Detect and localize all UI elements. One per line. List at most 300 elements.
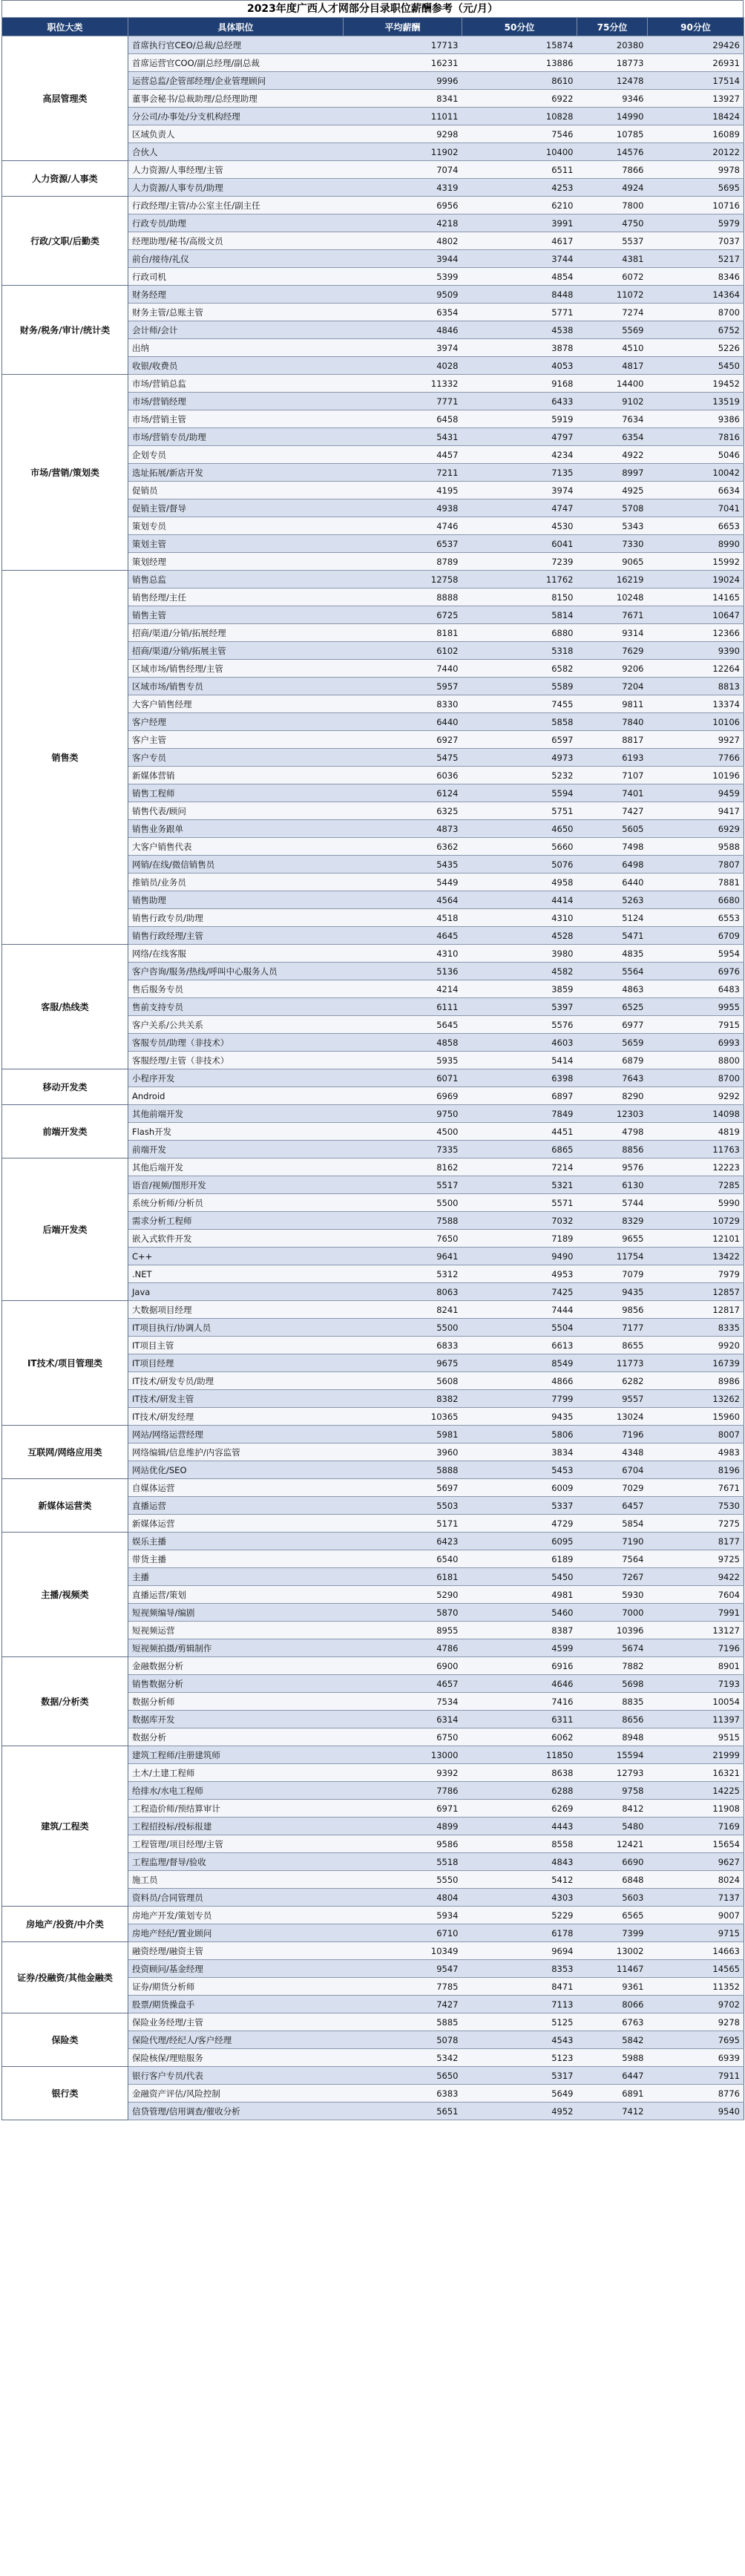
p75-cell: 8948 (577, 1728, 648, 1746)
p75-cell: 5930 (577, 1586, 648, 1604)
p75-cell: 6130 (577, 1176, 648, 1194)
p90-cell: 15654 (648, 1835, 744, 1853)
p90-cell: 14364 (648, 286, 744, 304)
p75-cell: 7671 (577, 606, 648, 624)
p50-cell: 5397 (462, 998, 577, 1016)
p50-cell: 6597 (462, 731, 577, 749)
p90-cell: 9920 (648, 1337, 744, 1354)
p75-cell: 7267 (577, 1568, 648, 1586)
average-salary-cell: 5290 (344, 1586, 462, 1604)
p90-cell: 14165 (648, 589, 744, 606)
p75-cell: 5537 (577, 232, 648, 250)
p75-cell: 5698 (577, 1675, 648, 1693)
category-cell: 新媒体运营类 (2, 1479, 128, 1533)
p90-cell: 18424 (648, 108, 744, 125)
position-cell: IT技术/研发主管 (128, 1390, 344, 1408)
position-cell: 土木/土建工程师 (128, 1764, 344, 1782)
average-salary-cell: 4319 (344, 179, 462, 197)
p75-cell: 11072 (577, 286, 648, 304)
p90-cell: 8700 (648, 1069, 744, 1087)
position-cell: 客服经理/主管（非技术） (128, 1052, 344, 1069)
p75-cell: 9206 (577, 660, 648, 678)
average-salary-cell: 6750 (344, 1728, 462, 1746)
category-cell: 移动开发类 (2, 1069, 128, 1105)
p90-cell: 9627 (648, 1853, 744, 1871)
p50-cell: 6288 (462, 1782, 577, 1800)
average-salary-cell: 5431 (344, 428, 462, 446)
position-cell: 金融资产评估/风险控制 (128, 2085, 344, 2103)
p90-cell: 5226 (648, 339, 744, 357)
p90-cell: 7285 (648, 1176, 744, 1194)
p90-cell: 6680 (648, 891, 744, 909)
p90-cell: 14225 (648, 1782, 744, 1800)
p90-cell: 6929 (648, 820, 744, 838)
average-salary-cell: 9586 (344, 1835, 462, 1853)
average-salary-cell: 17713 (344, 36, 462, 54)
p90-cell: 7915 (648, 1016, 744, 1034)
p50-cell: 7455 (462, 695, 577, 713)
p90-cell: 8024 (648, 1871, 744, 1889)
average-salary-cell: 8063 (344, 1283, 462, 1301)
p90-cell: 4819 (648, 1123, 744, 1141)
p90-cell: 16739 (648, 1354, 744, 1372)
p50-cell: 9168 (462, 375, 577, 393)
average-salary-cell: 4500 (344, 1123, 462, 1141)
average-salary-cell: 4746 (344, 517, 462, 535)
p50-cell: 7444 (462, 1301, 577, 1319)
p50-cell: 4953 (462, 1265, 577, 1283)
p75-cell: 5842 (577, 2031, 648, 2049)
p75-cell: 6193 (577, 749, 648, 767)
p75-cell: 5564 (577, 963, 648, 980)
p90-cell: 14565 (648, 1960, 744, 1978)
table-row (2, 36, 744, 54)
p75-cell: 7190 (577, 1533, 648, 1550)
p75-cell: 5480 (577, 1818, 648, 1835)
average-salary-cell: 11332 (344, 375, 462, 393)
p90-cell: 4983 (648, 1443, 744, 1461)
p50-cell: 13886 (462, 54, 577, 72)
p75-cell: 7204 (577, 678, 648, 695)
position-cell: 新媒体营销 (128, 767, 344, 784)
average-salary-cell: 10365 (344, 1408, 462, 1426)
position-cell: 销售工程师 (128, 784, 344, 802)
p50-cell: 7239 (462, 553, 577, 571)
p75-cell: 7840 (577, 713, 648, 731)
table-row (2, 945, 744, 963)
p50-cell: 3878 (462, 339, 577, 357)
average-salary-cell: 6900 (344, 1657, 462, 1675)
p75-cell: 7634 (577, 410, 648, 428)
p50-cell: 9490 (462, 1248, 577, 1265)
position-cell: 销售助理 (128, 891, 344, 909)
p90-cell: 9515 (648, 1728, 744, 1746)
p50-cell: 9694 (462, 1942, 577, 1960)
position-cell: 财务经理 (128, 286, 344, 304)
p90-cell: 15992 (648, 553, 744, 571)
p75-cell: 13002 (577, 1942, 648, 1960)
p90-cell: 10647 (648, 606, 744, 624)
p50-cell: 4981 (462, 1586, 577, 1604)
table-row (2, 1942, 744, 1960)
average-salary-cell: 6111 (344, 998, 462, 1016)
average-salary-cell: 4195 (344, 482, 462, 499)
average-salary-cell: 5503 (344, 1497, 462, 1515)
p75-cell: 5124 (577, 909, 648, 927)
p90-cell: 7911 (648, 2067, 744, 2085)
p75-cell: 7412 (577, 2103, 648, 2120)
position-cell: 投资顾问/基金经理 (128, 1960, 344, 1978)
position-cell: 网销/在线/微信销售员 (128, 856, 344, 874)
p90-cell: 7169 (648, 1818, 744, 1835)
p90-cell: 7530 (648, 1497, 744, 1515)
p90-cell: 7979 (648, 1265, 744, 1283)
average-salary-cell: 5888 (344, 1461, 462, 1479)
p75-cell: 4798 (577, 1123, 648, 1141)
position-cell: 工程管理/项目经理/主管 (128, 1835, 344, 1853)
p50-cell: 5919 (462, 410, 577, 428)
p90-cell: 16321 (648, 1764, 744, 1782)
p90-cell: 6483 (648, 980, 744, 998)
p90-cell: 19024 (648, 571, 744, 589)
p50-cell: 15874 (462, 36, 577, 54)
p75-cell: 8656 (577, 1711, 648, 1728)
p50-cell: 5504 (462, 1319, 577, 1337)
average-salary-cell: 3944 (344, 250, 462, 268)
p50-cell: 4053 (462, 357, 577, 375)
average-salary-cell: 7771 (344, 393, 462, 410)
average-salary-cell: 6971 (344, 1800, 462, 1818)
p90-cell: 14098 (648, 1105, 744, 1123)
p50-cell: 10400 (462, 143, 577, 161)
p50-cell: 5229 (462, 1907, 577, 1924)
p90-cell: 8177 (648, 1533, 744, 1550)
p90-cell: 14663 (648, 1942, 744, 1960)
category-cell: 互联网/网络应用类 (2, 1426, 128, 1479)
p50-cell: 4303 (462, 1889, 577, 1907)
p75-cell: 11773 (577, 1354, 648, 1372)
average-salary-cell: 8330 (344, 695, 462, 713)
p75-cell: 7564 (577, 1550, 648, 1568)
p50-cell: 9435 (462, 1408, 577, 1426)
average-salary-cell: 4899 (344, 1818, 462, 1835)
p90-cell: 9417 (648, 802, 744, 820)
category-cell: 高层管理类 (2, 36, 128, 161)
position-cell: 人力资源/人事经理/主管 (128, 161, 344, 179)
p75-cell: 14990 (577, 108, 648, 125)
p50-cell: 5450 (462, 1568, 577, 1586)
p90-cell: 9292 (648, 1087, 744, 1105)
p90-cell: 6653 (648, 517, 744, 535)
p75-cell: 8655 (577, 1337, 648, 1354)
p90-cell: 11763 (648, 1141, 744, 1158)
p90-cell: 26931 (648, 54, 744, 72)
p75-cell: 4510 (577, 339, 648, 357)
p75-cell: 13024 (577, 1408, 648, 1426)
position-cell: 市场/营销经理 (128, 393, 344, 410)
p90-cell: 10716 (648, 197, 744, 214)
p50-cell: 6916 (462, 1657, 577, 1675)
position-cell: 网站/网络运营经理 (128, 1426, 344, 1443)
p75-cell: 7882 (577, 1657, 648, 1675)
p50-cell: 4973 (462, 749, 577, 767)
p90-cell: 9588 (648, 838, 744, 856)
p50-cell: 4843 (462, 1853, 577, 1871)
p50-cell: 5125 (462, 2013, 577, 2031)
p50-cell: 4854 (462, 268, 577, 286)
p75-cell: 4835 (577, 945, 648, 963)
p50-cell: 5660 (462, 838, 577, 856)
p90-cell: 9422 (648, 1568, 744, 1586)
p75-cell: 7866 (577, 161, 648, 179)
p50-cell: 7113 (462, 1996, 577, 2013)
position-cell: 新媒体运营 (128, 1515, 344, 1533)
column-header-p90: 90分位 (648, 18, 744, 36)
p75-cell: 4924 (577, 179, 648, 197)
average-salary-cell: 6725 (344, 606, 462, 624)
p90-cell: 6993 (648, 1034, 744, 1052)
category-cell: 市场/营销/策划类 (2, 375, 128, 571)
p75-cell: 9102 (577, 393, 648, 410)
position-cell: 行政司机 (128, 268, 344, 286)
position-cell: IT技术/研发经理 (128, 1408, 344, 1426)
p50-cell: 3974 (462, 482, 577, 499)
p90-cell: 10196 (648, 767, 744, 784)
p75-cell: 9314 (577, 624, 648, 642)
p50-cell: 4866 (462, 1372, 577, 1390)
position-cell: 房地产开发/策划专员 (128, 1907, 344, 1924)
position-cell: 工程招投标/投标报建 (128, 1818, 344, 1835)
p75-cell: 5343 (577, 517, 648, 535)
average-salary-cell: 5885 (344, 2013, 462, 2031)
p50-cell: 5321 (462, 1176, 577, 1194)
category-cell: 房地产/投资/中介类 (2, 1907, 128, 1942)
position-cell: 销售行政专员/助理 (128, 909, 344, 927)
p50-cell: 3980 (462, 945, 577, 963)
category-cell: 销售类 (2, 571, 128, 945)
average-salary-cell: 5645 (344, 1016, 462, 1034)
p75-cell: 8290 (577, 1087, 648, 1105)
column-header-p75: 75分位 (577, 18, 648, 36)
p50-cell: 10828 (462, 108, 577, 125)
p75-cell: 12478 (577, 72, 648, 90)
average-salary-cell: 10349 (344, 1942, 462, 1960)
average-salary-cell: 5078 (344, 2031, 462, 2049)
column-header-p50: 50分位 (462, 18, 577, 36)
p75-cell: 20380 (577, 36, 648, 54)
position-cell: Java (128, 1283, 344, 1301)
p50-cell: 6922 (462, 90, 577, 108)
p75-cell: 7800 (577, 197, 648, 214)
category-cell: 银行类 (2, 2067, 128, 2120)
p50-cell: 4952 (462, 2103, 577, 2120)
average-salary-cell: 9750 (344, 1105, 462, 1123)
average-salary-cell: 5957 (344, 678, 462, 695)
position-cell: 短视频运营 (128, 1622, 344, 1639)
position-cell: 直播运营 (128, 1497, 344, 1515)
position-cell: 销售主管 (128, 606, 344, 624)
p50-cell: 5858 (462, 713, 577, 731)
average-salary-cell: 4804 (344, 1889, 462, 1907)
p90-cell: 6634 (648, 482, 744, 499)
position-cell: 销售业务跟单 (128, 820, 344, 838)
p75-cell: 9576 (577, 1158, 648, 1176)
p50-cell: 8610 (462, 72, 577, 90)
p50-cell: 6897 (462, 1087, 577, 1105)
average-salary-cell: 6036 (344, 767, 462, 784)
position-cell: 其他前端开发 (128, 1105, 344, 1123)
p75-cell: 6498 (577, 856, 648, 874)
position-cell: 促销员 (128, 482, 344, 499)
p50-cell: 5412 (462, 1871, 577, 1889)
p90-cell: 6976 (648, 963, 744, 980)
position-cell: 小程序开发 (128, 1069, 344, 1087)
p50-cell: 5453 (462, 1461, 577, 1479)
p50-cell: 5123 (462, 2049, 577, 2067)
average-salary-cell: 5136 (344, 963, 462, 980)
p50-cell: 8353 (462, 1960, 577, 1978)
average-salary-cell: 6540 (344, 1550, 462, 1568)
p50-cell: 4234 (462, 446, 577, 464)
p90-cell: 7807 (648, 856, 744, 874)
table-header-row (2, 18, 744, 36)
average-salary-cell: 6956 (344, 197, 462, 214)
average-salary-cell: 4218 (344, 214, 462, 232)
table-row (2, 1657, 744, 1675)
category-cell: IT技术/项目管理类 (2, 1301, 128, 1426)
average-salary-cell: 7427 (344, 1996, 462, 2013)
p90-cell: 10106 (648, 713, 744, 731)
p75-cell: 7401 (577, 784, 648, 802)
table-row (2, 2013, 744, 2031)
p50-cell: 8471 (462, 1978, 577, 1996)
position-cell: 客户专员 (128, 749, 344, 767)
table-row (2, 2067, 744, 2085)
average-salary-cell: 6927 (344, 731, 462, 749)
p50-cell: 5649 (462, 2085, 577, 2103)
p50-cell: 5594 (462, 784, 577, 802)
position-cell: 直播运营/策划 (128, 1586, 344, 1604)
position-cell: 嵌入式软件开发 (128, 1230, 344, 1248)
position-cell: 融资经理/融资主管 (128, 1942, 344, 1960)
average-salary-cell: 4564 (344, 891, 462, 909)
p90-cell: 20122 (648, 143, 744, 161)
p90-cell: 19452 (648, 375, 744, 393)
p50-cell: 7849 (462, 1105, 577, 1123)
p50-cell: 4443 (462, 1818, 577, 1835)
position-cell: 短视频拍摄/剪辑制作 (128, 1639, 344, 1657)
p75-cell: 7274 (577, 304, 648, 321)
average-salary-cell: 7440 (344, 660, 462, 678)
p75-cell: 6704 (577, 1461, 648, 1479)
p90-cell: 12223 (648, 1158, 744, 1176)
p75-cell: 18773 (577, 54, 648, 72)
p75-cell: 4863 (577, 980, 648, 998)
position-cell: 金融数据分析 (128, 1657, 344, 1675)
average-salary-cell: 5870 (344, 1604, 462, 1622)
p75-cell: 5471 (577, 927, 648, 945)
average-salary-cell: 5342 (344, 2049, 462, 2067)
p50-cell: 4543 (462, 2031, 577, 2049)
category-cell: 建筑/工程类 (2, 1746, 128, 1907)
p50-cell: 4646 (462, 1675, 577, 1693)
average-salary-cell: 11011 (344, 108, 462, 125)
p75-cell: 8329 (577, 1212, 648, 1230)
p90-cell: 8196 (648, 1461, 744, 1479)
p50-cell: 6511 (462, 161, 577, 179)
position-cell: 主播 (128, 1568, 344, 1586)
p75-cell: 6879 (577, 1052, 648, 1069)
average-salary-cell: 5934 (344, 1907, 462, 1924)
category-cell: 主播/视频类 (2, 1533, 128, 1657)
position-cell: 市场/营销专员/助理 (128, 428, 344, 446)
position-cell: 客户经理 (128, 713, 344, 731)
p50-cell: 4528 (462, 927, 577, 945)
position-cell: 房地产经纪/置业顾问 (128, 1924, 344, 1942)
p50-cell: 6041 (462, 535, 577, 553)
position-cell: 首席执行官CEO/总裁/总经理 (128, 36, 344, 54)
p90-cell: 7193 (648, 1675, 744, 1693)
average-salary-cell: 6102 (344, 642, 462, 660)
p90-cell: 9978 (648, 161, 744, 179)
position-cell: 人力资源/人事专员/助理 (128, 179, 344, 197)
position-cell: 证券/期货分析师 (128, 1978, 344, 1996)
p50-cell: 4414 (462, 891, 577, 909)
p50-cell: 4650 (462, 820, 577, 838)
category-cell: 前端开发类 (2, 1105, 128, 1158)
p90-cell: 6752 (648, 321, 744, 339)
position-cell: 建筑工程师/注册建筑师 (128, 1746, 344, 1764)
position-cell: IT项目主管 (128, 1337, 344, 1354)
p75-cell: 5744 (577, 1194, 648, 1212)
position-cell: 策划经理 (128, 553, 344, 571)
p75-cell: 12421 (577, 1835, 648, 1853)
category-cell: 财务/税务/审计/统计类 (2, 286, 128, 375)
p75-cell: 4381 (577, 250, 648, 268)
p90-cell: 7881 (648, 874, 744, 891)
p90-cell: 9725 (648, 1550, 744, 1568)
average-salary-cell: 4858 (344, 1034, 462, 1052)
p90-cell: 9007 (648, 1907, 744, 1924)
average-salary-cell: 7534 (344, 1693, 462, 1711)
p75-cell: 5569 (577, 321, 648, 339)
position-cell: 销售总监 (128, 571, 344, 589)
average-salary-cell: 8888 (344, 589, 462, 606)
p50-cell: 6880 (462, 624, 577, 642)
average-salary-cell: 5935 (344, 1052, 462, 1069)
table-row (2, 161, 744, 179)
table-row (2, 1301, 744, 1319)
p75-cell: 7330 (577, 535, 648, 553)
p75-cell: 6282 (577, 1372, 648, 1390)
p50-cell: 7799 (462, 1390, 577, 1408)
average-salary-cell: 7650 (344, 1230, 462, 1248)
p90-cell: 29426 (648, 36, 744, 54)
p50-cell: 6269 (462, 1800, 577, 1818)
average-salary-cell: 8382 (344, 1390, 462, 1408)
p75-cell: 7000 (577, 1604, 648, 1622)
position-cell: 施工员 (128, 1871, 344, 1889)
p90-cell: 7671 (648, 1479, 744, 1497)
position-cell: 客户关系/公共关系 (128, 1016, 344, 1034)
p90-cell: 9390 (648, 642, 744, 660)
p75-cell: 8066 (577, 1996, 648, 2013)
average-salary-cell: 6383 (344, 2085, 462, 2103)
p50-cell: 8638 (462, 1764, 577, 1782)
p50-cell: 7135 (462, 464, 577, 482)
p90-cell: 17514 (648, 72, 744, 90)
position-cell: 销售数据分析 (128, 1675, 344, 1693)
